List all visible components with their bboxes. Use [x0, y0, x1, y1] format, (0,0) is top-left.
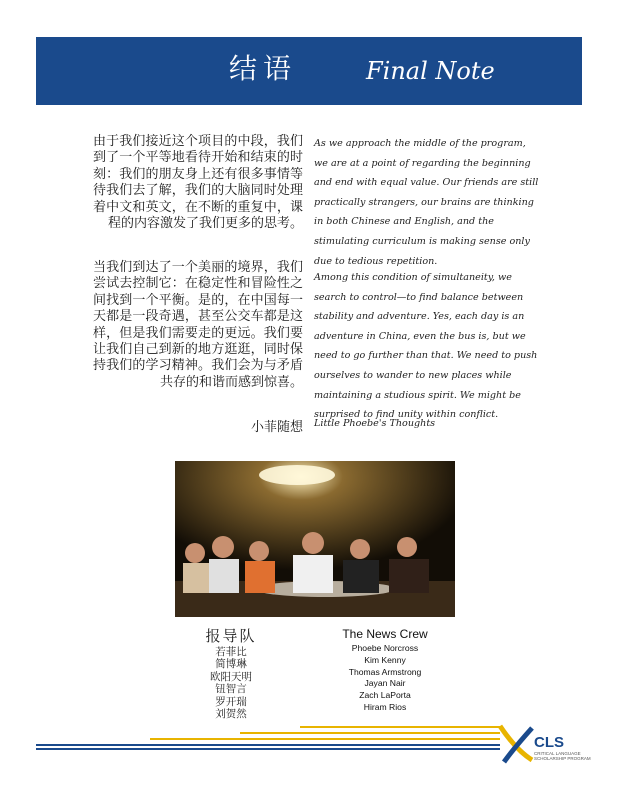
title-banner	[36, 37, 582, 105]
crew-name: Kim Kenny	[364, 654, 406, 665]
logo-subtitle: CRITICAL LANGUAGE SCHOLARSHIP PROGRAM	[534, 751, 591, 761]
crew-name: 钮智言	[215, 683, 247, 696]
photo-illustration	[175, 461, 455, 617]
signature-chinese: 小菲随想	[250, 420, 303, 435]
crew-name: 若菲比	[215, 646, 247, 658]
cls-logo-icon	[496, 720, 536, 766]
crew-name: Jayan Nair	[364, 678, 406, 689]
title-chinese: 结语	[229, 52, 298, 85]
crew-name: Phoebe Norcross	[351, 643, 419, 653]
chinese-paragraph-2: 当我们到达了一个美丽的境界，我们尝试去控制它：在稳定性和冒险性之间找到一个平衡。是的，在中国每一天都是一段奇遇，甚至公交车都是这样，但是我们需要走的更远。我们要让我们自己到新的地方逛逛，同时保持我们的学习精神。我们会为与矛盾共存的和谐而感到惊喜。	[93, 260, 303, 390]
crew-name: Thomas Armstrong	[348, 666, 422, 677]
crew-name: Zach LaPorta	[359, 690, 411, 701]
english-paragraph-2: Among this condition of simultaneity, we search to control—to find balance between stability and adventure. Yes, each day is an adventure in China, even the bus is, but we need to go further than that. We need to push ourselves to wander to new places while maintaining a studious spirit. We might be surprised to find unity within conflict.	[314, 272, 538, 421]
crew-title-english: The News Crew	[342, 627, 428, 641]
chinese-paragraph-1: 由于我们接近这个项目的中段，我们到了一个平等地看待开始和结束的时刻：我们的朋友身上还有很多事情等待我们去了解，我们的大脑同时处理着中文和英文，在不断的重复中，课程的内容激发了我们更多的思考。	[93, 134, 303, 232]
group-photo	[175, 461, 455, 617]
crew-list-english	[330, 626, 440, 714]
signature-english: Little Phoebe's Thoughts	[314, 418, 436, 429]
title-english: Final Note	[366, 57, 495, 85]
crew-name: Hiram Rios	[363, 701, 407, 712]
crew-name: 刘贺然	[215, 708, 247, 721]
cls-logo	[496, 720, 596, 766]
crew-name: 罗开瑞	[215, 695, 247, 708]
crew-name: 欧阳天明	[210, 670, 252, 683]
logo-text: CLS	[534, 734, 564, 751]
crew-name: 简博琳	[215, 658, 247, 671]
english-paragraph-1: As we approach the middle of the program, we are at a point of regarding the beginning and end with equal value. Our friends are still practically strangers, our brains are thinking in both Chinese and English, and the stimulating curriculum is making sense only due to tedious repetition.	[314, 138, 539, 267]
crew-title-chinese: 报导队	[205, 627, 257, 645]
crew-list-chinese	[196, 626, 266, 720]
